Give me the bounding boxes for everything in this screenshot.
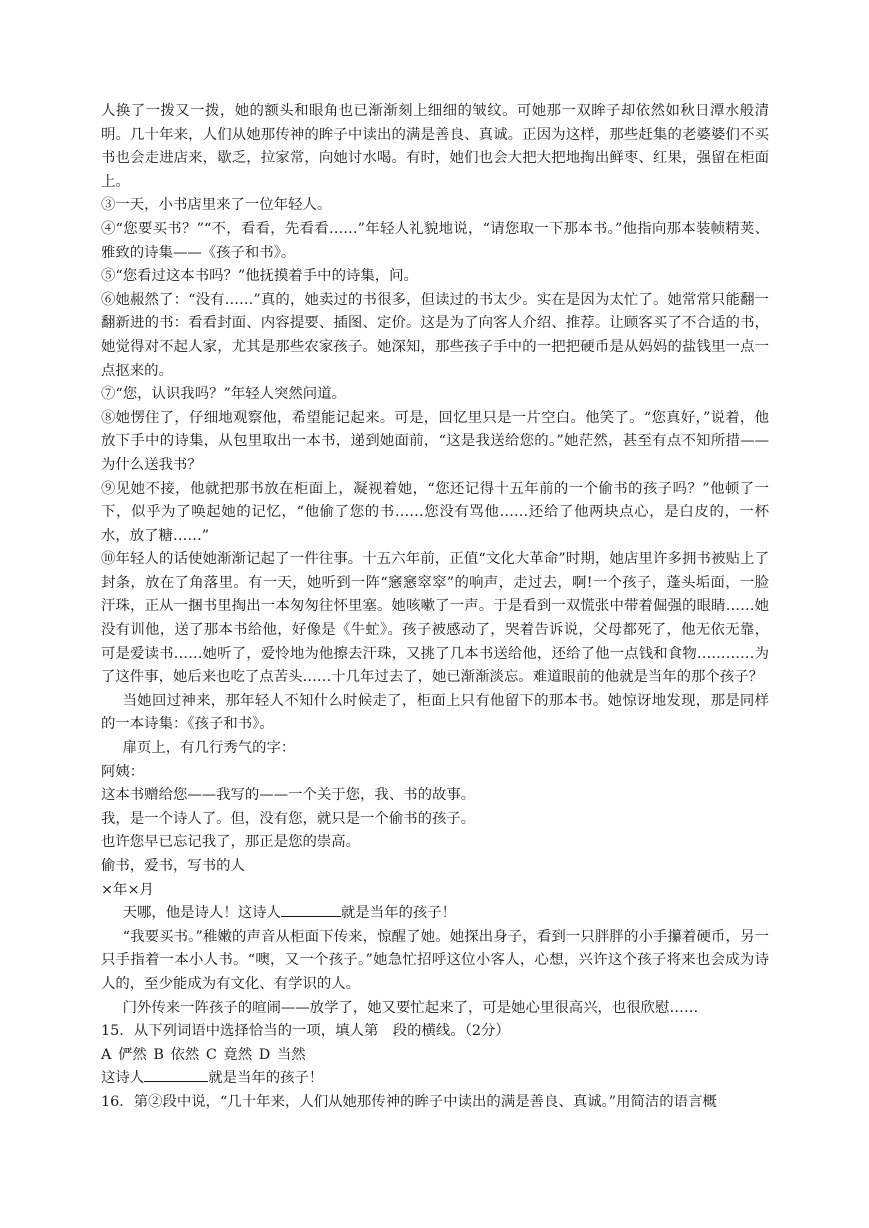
letter-line-1: 阿姨： [101, 763, 145, 780]
letter-line-2: 这本书赠给您——我写的——一个关于您，我、书的故事。 [101, 787, 476, 804]
letter-signature: 偷书，爱书，写书的人 [101, 858, 245, 874]
question-15-options: A 俨然 B 依然 C 竟然 D 当然 [101, 1046, 306, 1063]
paragraph-2-continued: 人换了一拨又一拨，她的额头和眼角也已渐渐刻上细细的皱纹。可她那一双眸子却依然如秋日潭水般清明。几十年来，人们从她那传神的眸子中读出的满是善良、真诚。正因为这样，那些赶集的老婆婆们不买书也会走进店来，歇乏，拉家常，向她讨水喝。有时，她们也会大把大把地掏出鲜枣、红果，强留在柜面上。 [101, 103, 769, 190]
paragraph-14: “我要买书。”稚嫩的声音从柜面下传来，惊醒了她。她探出身子，看到一只胖胖的小手攥着硬币，另一只手指着一本小人书。“噢，又一个孩子。”她急忙招呼这位小客人，心想，兴许这个孩子将来也会成为诗人的，至少能成为有文化、有学识的人。 [101, 928, 769, 992]
paragraph-10: ⑩年轻人的话使她渐渐记起了一件往事。十五六年前，正值“文化大革命”时期，她店里许多拥书被贴上了封条，放在了角落里。有一天，她听到一阵“窸窸窣窣”的响声，走过去，啊!一个孩子，蓬头垢面，一脸汗珠，正从一捆书里掏出一本匆匆往怀里塞。她咳嗽了一声。于是看到一双慌张中带着倔强的眼睛……她没有训他，送了那本书给他，好像是《牛虻》。孩子被感动了，哭着告诉说，父母都死了，他无依无靠，可是爱读书……她听了，爱怜地为他擦去汗珠，又挑了几本书送给他，还给了他一点钱和食物…………为了这件事，她后来也吃了点苦头……十几年过去了，她已渐渐淡忘。难道眼前的他就是当年的那个孩子？ [101, 551, 769, 686]
paragraph-13-part-b: 就是当年的孩子！ [340, 905, 457, 922]
question-15-fill [101, 1067, 769, 1091]
paragraph-8: ⑧她愣住了，仔细地观察他，希望能记起来。可是，回忆里只是一片空白。他笑了。“您真好，”说着，他放下手中的诗集，从包里取出一本书，递到她面前，“这是我送给您的。”她茫然，甚至有点不知所措——为什么送我书？ [101, 409, 769, 473]
fill-blank-line [281, 902, 341, 917]
question-15-fill-part-a: 这诗人 [101, 1070, 145, 1087]
paragraph-3: ③一天，小书店里来了一位年轻人。 [101, 197, 332, 214]
paragraph-7: ⑦“您，认识我吗？”年轻人突然问道。 [101, 386, 346, 403]
paragraph-13-part-a: 天哪，他是诗人！这诗人 [122, 905, 281, 922]
letter-date: ×年×月 [101, 881, 154, 898]
question-15-fill-part-b: 就是当年的孩子！ [208, 1070, 324, 1087]
question-15-stem: 15．从下列词语中选择恰当的一项，填人第 段的横线。（2分） [101, 1023, 510, 1040]
paragraph-4: ④“您要买书？”“不，看看，先看看……”年轻人礼貌地说，“请您取一下那本书。”他指向那本装帧精荚、雅致的诗集——《孩子和书》。 [101, 220, 769, 261]
paragraph-13 [101, 902, 769, 926]
answer-blank-line [144, 1067, 208, 1082]
paragraph-15: 门外传来一阵孩子的喧闹——放学了，她又要忙起来了，可是她心里很高兴，也很欣慰…… [122, 999, 699, 1016]
document-page [101, 100, 769, 1115]
letter-line-3: 我，是一个诗人了。但，没有您，就只是一个偷书的孩子。 [101, 810, 476, 827]
letter-line-4: 也许您早已忘记我了，那正是您的崇高。 [101, 834, 361, 851]
paragraph-6: ⑥她赧然了：“没有……”真的，她卖过的书很多，但读过的书太少。实在是因为太忙了。她常常只能翻一翻新进的书：看看封面、内容提要、插图、定价。这是为了向客人介绍、推荐。让顾客买了不合适的书，她觉得对不起人家，尤其是那些农家孩子。她深知，那些孩子手中的一把把硬币是从妈妈的盐钱里一点一点抠来的。 [101, 291, 769, 379]
paragraph-9: ⑨见她不接，他就把那书放在柜面上，凝视着她，“您还记得十五年前的一个偷书的孩子吗？”他顿了一下，似乎为了唤起她的记忆，“他偷了您的书……您没有骂他……还给了他两块点心，是白皮的，一杯水，放了糖……” [101, 480, 769, 544]
paragraph-11: 当她回过神来，那年轻人不知什么时候走了，柜面上只有他留下的那本书。她惊讶地发现，那是同样的一本诗集：《孩子和书》。 [101, 692, 769, 733]
paragraph-5: ⑤“您看过这本书吗？”他抚摸着手中的诗集，问。 [101, 268, 418, 285]
question-16-stem: 16．第②段中说，“几十年来，人们从她那传神的眸子中读出的满是善良、真诚。”用简洁的语言概 [101, 1093, 717, 1110]
paragraph-12: 扉页上，有几行秀气的字： [122, 740, 296, 757]
